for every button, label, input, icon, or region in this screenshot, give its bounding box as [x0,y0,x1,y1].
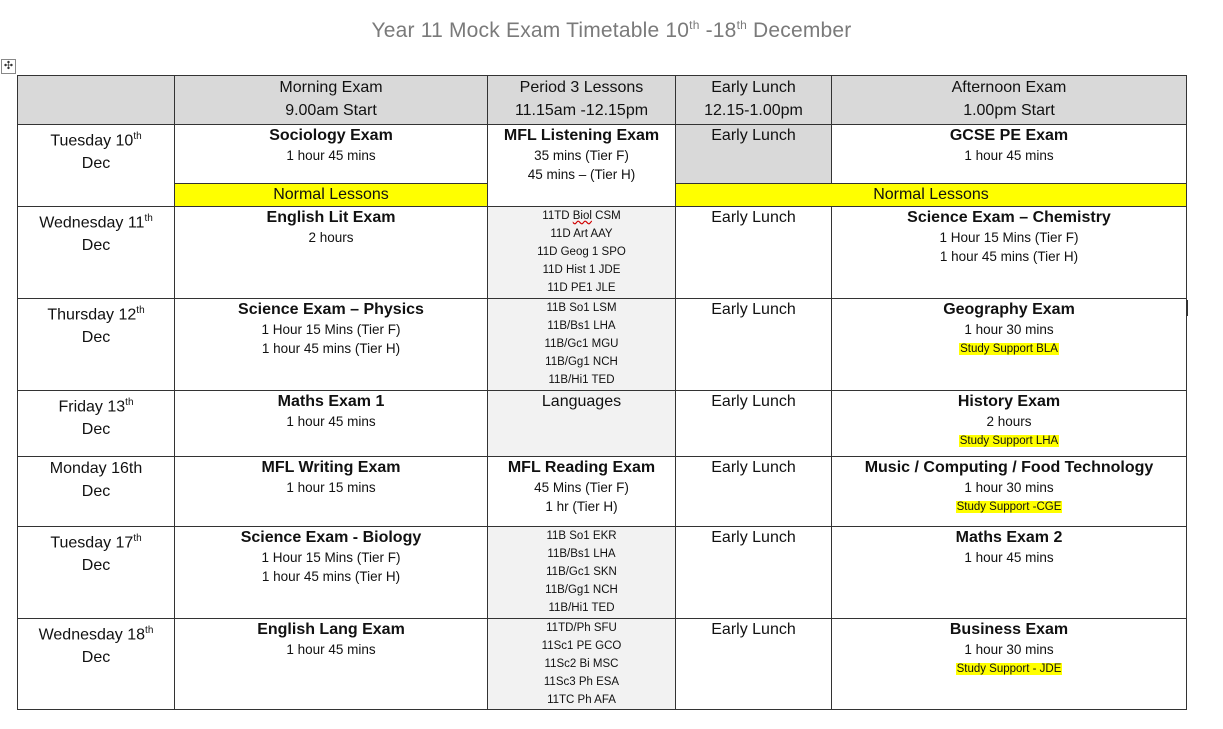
header-blank-cell [18,76,175,125]
header-label: Early Lunch [711,79,796,96]
normal-lessons-morning [175,184,488,207]
header-early-lunch [676,76,832,125]
exam-title: GCSE PE Exam [949,127,1069,144]
title-text: December [747,19,852,42]
exam-title: History Exam [957,393,1061,410]
exam-duration: 1 hour 45 mins (Tier H) [939,249,1079,264]
lesson-item: 11B/Gc1 SKN [546,566,617,578]
page-title [0,18,1223,43]
exam-title: MFL Writing Exam [261,459,401,476]
exam-title: Science Exam – Physics [238,301,424,318]
exam-duration: 1 hour 45 mins (Tier H) [261,569,401,584]
header-morning [175,76,488,125]
table-row [18,619,1187,710]
study-support-badge: Study Support BLA [960,343,1058,355]
table-row [18,125,1187,184]
day-cell [18,391,175,457]
day-label: Tuesday 10 [50,132,134,150]
day-cell [18,299,175,391]
lunch-cell [676,457,832,527]
day-superscript: th [145,625,154,636]
month-label: Dec [81,329,111,347]
lesson-item: 11B/Gc1 MGU [544,338,619,350]
lesson-item: 11B/Bs1 LHA [547,320,616,332]
text-cursor [1187,300,1188,316]
afternoon-cell [832,619,1187,710]
table-row [18,299,1187,391]
lesson-item: 11B/Hi1 TED [548,374,615,386]
day-superscript: th [144,213,153,224]
header-label: Morning Exam [279,79,383,96]
month-label: Dec [81,237,111,255]
table-row [18,391,1187,457]
month-label: Dec [81,421,111,439]
header-time: 11.15am -12.15pm [514,102,649,119]
lesson-item: 11TC Ph AFA [547,694,616,706]
lunch-label: Early Lunch [711,529,796,546]
exam-title: MFL Listening Exam [503,127,660,144]
header-time: 9.00am Start [285,102,377,119]
header-period3 [488,76,676,125]
morning-cell [175,391,488,457]
exam-duration: 45 Mins (Tier F) [534,480,629,495]
exam-duration: 1 Hour 15 Mins (Tier F) [939,230,1079,245]
afternoon-cell [832,207,1187,299]
lunch-label: Early Lunch [711,209,796,226]
study-support-badge: Study Support LHA [959,435,1059,447]
exam-duration: 1 hour 45 mins [964,550,1054,565]
exam-title: Business Exam [949,621,1069,638]
title-text: Year 11 Mock Exam Timetable 10 [371,19,690,42]
exam-duration: 1 hour 30 mins [964,322,1054,337]
lesson-item: 11B/Gg1 NCH [545,356,618,368]
exam-title: Geography Exam [943,301,1075,318]
lesson-item [490,207,673,225]
normal-lessons-label: Normal Lessons [873,186,989,203]
day-superscript: th [125,397,134,408]
afternoon-cell [832,527,1187,619]
exam-duration: 1 Hour 15 Mins (Tier F) [261,322,401,337]
exam-duration: 1 hour 15 mins [286,480,376,495]
lesson-item: Languages [541,393,622,410]
day-cell [18,125,175,207]
morning-cell [175,527,488,619]
lunch-cell [676,299,832,391]
table-move-handle-icon[interactable]: ✣ [1,59,16,74]
lesson-item: 11Sc1 PE GCO [541,640,622,652]
lesson-item: 11B/Bs1 LHA [547,548,616,560]
afternoon-cell [832,299,1187,391]
day-label: Tuesday 17 [50,534,134,552]
exam-title: Maths Exam 2 [955,529,1063,546]
header-time: 12.15-1.00pm [704,102,803,119]
day-label: Wednesday 11 [39,214,145,232]
lesson-item: 11D Hist 1 JDE [542,264,621,276]
day-cell [18,207,175,299]
day-label: Thursday 12 [47,306,137,324]
morning-cell [175,207,488,299]
period3-cell [488,457,676,527]
afternoon-cell [832,391,1187,457]
period3-cell [488,299,676,391]
exam-title: Sociology Exam [269,127,393,144]
normal-lessons-afternoon [676,184,1187,207]
lesson-item: 11D PE1 JLE [547,282,616,294]
exam-title: English Lit Exam [266,209,396,226]
timetable [17,75,1187,710]
period3-cell [488,391,676,457]
exam-duration: 1 hour 45 mins [964,148,1054,163]
exam-duration: 1 hour 45 mins [286,148,376,163]
lesson-text: CSM [591,210,621,222]
afternoon-cell [832,125,1187,184]
day-label: Monday 16th [49,460,143,477]
header-afternoon [832,76,1187,125]
lunch-cell [676,527,832,619]
header-row [18,76,1187,125]
lunch-label: Early Lunch [711,393,796,410]
lesson-text-spellcheck: Biol [572,210,592,222]
table-row [18,457,1187,527]
afternoon-cell [832,457,1187,527]
exam-title: MFL Reading Exam [507,459,656,476]
day-superscript: th [133,533,142,544]
day-label: Friday 13 [58,398,126,416]
lunch-label: Early Lunch [711,301,796,318]
lesson-item: 11B So1 EKR [546,530,617,542]
exam-title: Science Exam - Biology [240,529,422,546]
lunch-cell [676,125,832,184]
exam-title: English Lang Exam [257,621,405,638]
day-cell [18,527,175,619]
lesson-item: 11D Art AAY [550,228,613,240]
header-label: Period 3 Lessons [519,79,644,96]
exam-duration: 45 mins – (Tier H) [527,167,636,182]
period3-cell [488,527,676,619]
period3-cell [488,207,676,299]
study-support-badge: Study Support - JDE [956,663,1062,675]
day-superscript: th [136,305,145,316]
day-superscript: th [133,131,142,142]
normal-lessons-label: Normal Lessons [273,186,389,203]
morning-cell [175,299,488,391]
lunch-cell [676,207,832,299]
exam-duration: 2 hours [986,414,1032,429]
lunch-label: Early Lunch [711,621,796,638]
exam-duration: 35 mins (Tier F) [534,148,629,163]
month-label: Dec [81,155,111,173]
exam-duration: 1 hour 45 mins [286,642,376,657]
exam-duration: 1 Hour 15 Mins (Tier F) [261,550,401,565]
exam-duration: 1 hour 45 mins (Tier H) [261,341,401,356]
month-label: Dec [81,483,111,500]
exam-title: Music / Computing / Food Technology [864,459,1154,476]
lesson-item: 11B/Gg1 NCH [545,584,618,596]
exam-title: Science Exam – Chemistry [907,209,1111,226]
exam-duration: 1 hr (Tier H) [545,499,618,514]
exam-duration: 1 hour 30 mins [964,642,1054,657]
month-label: Dec [81,557,111,575]
title-superscript: th [689,18,700,32]
period3-cell [488,619,676,710]
day-cell [18,457,175,527]
lesson-text: 11TD [542,210,573,222]
lesson-item: 11D Geog 1 SPO [537,246,626,258]
lesson-item: 11Sc2 Bi MSC [544,658,619,670]
lesson-item: 11B/Hi1 TED [548,602,615,614]
day-label: Wednesday 18 [38,626,146,644]
header-label: Afternoon Exam [951,79,1067,96]
lunch-label: Early Lunch [711,459,796,476]
header-time: 1.00pm Start [963,102,1055,119]
title-superscript: th [736,18,747,32]
lesson-item: 11Sc3 Ph ESA [543,676,620,688]
lunch-cell [676,619,832,710]
exam-duration: 1 hour 45 mins [286,414,376,429]
lesson-item: 11B So1 LSM [546,302,617,314]
study-support-badge: Study Support -CGE [956,501,1062,513]
table-row [18,527,1187,619]
morning-cell [175,125,488,184]
title-text: -18 [699,19,737,42]
lunch-cell [676,391,832,457]
morning-cell [175,619,488,710]
exam-duration: 1 hour 30 mins [964,480,1054,495]
morning-cell [175,457,488,527]
month-label: Dec [81,649,111,667]
period3-cell [488,125,676,207]
exam-duration: 2 hours [308,230,354,245]
table-row [18,207,1187,299]
exam-title: Maths Exam 1 [277,393,385,410]
day-cell [18,619,175,710]
lesson-item: 11TD/Ph SFU [546,622,617,634]
lunch-label: Early Lunch [711,127,796,144]
